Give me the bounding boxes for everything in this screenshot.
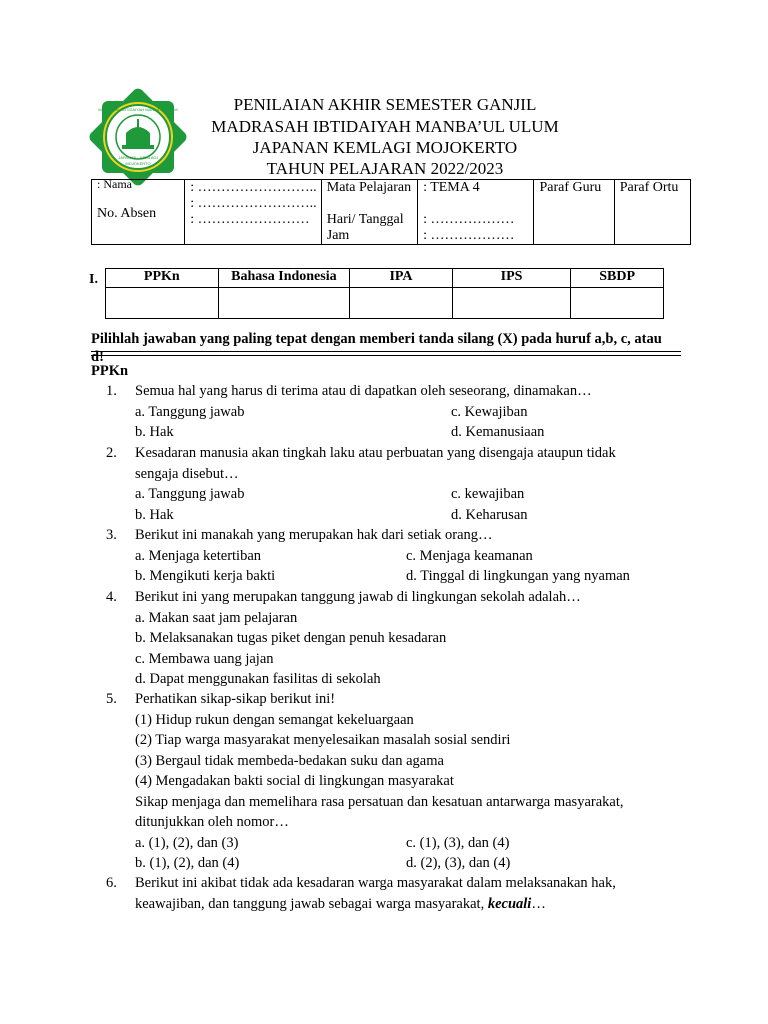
question-text: Perhatikan sikap-sikap berikut ini! [135, 691, 336, 707]
question-text: Berikut ini manakah yang merupakan hak dari setiak orang… [135, 527, 493, 543]
question-text: Kesadaran manusia akan tingkah laku atau perbuatan yang disengaja ataupun tidak [135, 445, 616, 461]
option-c[interactable]: c. (1), (3), dan (4) [406, 834, 510, 851]
mapel-value-cell [418, 180, 534, 245]
question-number: 4. [106, 589, 117, 605]
subject-header-bahasa-indonesia: Bahasa Indonesia [218, 269, 350, 288]
hari-value[interactable]: : ……………… [423, 212, 515, 227]
svg-text:MADRASAH IBTIDAIYAH MANBA'UL U: MADRASAH IBTIDAIYAH MANBA'UL ULUM [98, 107, 178, 112]
svg-text:MOJOKERTO: MOJOKERTO [125, 161, 151, 166]
option-c[interactable]: c. Membawa uang jajan [135, 650, 274, 667]
option-b[interactable]: b. Hak [135, 506, 174, 523]
question-number: 5. [106, 691, 117, 707]
name-absen-cell [92, 180, 185, 245]
option-b[interactable]: b. (1), (2), dan (4) [135, 855, 240, 871]
score-cell-ips[interactable] [452, 288, 570, 319]
subject-score-table [105, 268, 664, 319]
header-year: TAHUN PELAJARAN 2022/2023 [266, 159, 504, 178]
emphasis-kecuali: kecuali [487, 895, 532, 912]
paraf-guru-cell [534, 180, 614, 245]
statement-4: (4) Mengadakan bakti social di lingkungan masyarakat [135, 773, 454, 789]
section-numeral: I. [89, 272, 98, 287]
score-cell-ppkn[interactable] [106, 288, 219, 319]
option-d[interactable]: d. Tinggal di lingkungan yang nyaman [406, 568, 630, 584]
score-cell-bahasa-indonesia[interactable] [218, 288, 350, 319]
ellipsis: … [531, 895, 546, 912]
paraf-ortu-cell [614, 180, 690, 245]
option-c[interactable]: c. Menjaga keamanan [406, 547, 533, 564]
header-title: PENILAIAN AKHIR SEMESTER GANJIL [233, 95, 537, 114]
jam-value[interactable]: : ……………… [423, 228, 515, 243]
svg-text:JAPANAN - KEMLAGI: JAPANAN - KEMLAGI [118, 155, 158, 160]
score-cell-ipa[interactable] [350, 288, 453, 319]
mapel-label: Mata Pelajaran [326, 180, 412, 195]
name-value[interactable]: : …………………….. [190, 180, 317, 195]
option-b[interactable]: b. Mengikuti kerja bakti [135, 568, 276, 584]
hari-label: Hari/ Tanggal [326, 212, 404, 227]
score-cell-sbdp[interactable] [571, 288, 664, 319]
instruction-text: Pilihlah jawaban yang paling tepat dengan memberi tanda silang (X) pada huruf a,b, c, atau d! [91, 331, 662, 365]
header-school: MADRASAH IBTIDAIYAH MANBA’UL ULUM [211, 117, 559, 136]
header-address: JAPANAN KEMLAGI MOJOKERTO [252, 138, 518, 157]
name-value-cell [185, 180, 321, 245]
question-text-part: keawajiban, dan tanggung jawab sebagai warga masyarakat, [135, 895, 488, 912]
paraf-guru-label: Paraf Guru [539, 180, 602, 195]
statement-2: (2) Tiap warga masyarakat menyelesaikan masalah sosial sendiri [135, 732, 511, 748]
option-d[interactable]: d. Keharusan [451, 506, 528, 523]
subject-header-ppkn: PPKn [106, 269, 219, 288]
statement-3: (3) Bergaul tidak membeda-bedakan suku dan agama [135, 752, 444, 769]
question-text: Berikut ini akibat tidak ada kesadaran warga masyarakat dalam melaksanakan hak, [135, 875, 616, 891]
mapel-value: : TEMA 4 [423, 180, 480, 195]
absen-value[interactable]: : …………………… [190, 212, 310, 227]
option-d[interactable]: d. (2), (3), dan (4) [406, 855, 511, 871]
question-text-cont: ditunjukkan oleh nomor… [135, 814, 289, 830]
jam-label: Jam [326, 228, 350, 243]
section-title: PPKn [91, 363, 129, 379]
question-text-cont: sengaja disebut… [135, 465, 239, 482]
paraf-ortu-label: Paraf Ortu [619, 180, 679, 195]
question-1 [106, 381, 666, 443]
question-text: Berikut ini yang merupakan tanggung jawab di lingkungan sekolah adalah… [135, 589, 581, 605]
question-number: 3. [106, 527, 117, 543]
option-c[interactable]: c. Kewajiban [451, 403, 528, 420]
divider-line [91, 355, 681, 356]
question-text-cont [135, 894, 666, 915]
divider-line [91, 351, 681, 352]
mapel-label-cell [321, 180, 417, 245]
option-a[interactable]: a. Menjaga ketertiban [135, 547, 262, 564]
option-a[interactable]: a. (1), (2), dan (3) [135, 834, 239, 851]
subject-header-ipa: IPA [350, 269, 453, 288]
option-d[interactable]: d. Kemanusiaan [451, 424, 545, 440]
question-2 [106, 443, 666, 525]
name-label: : Nama [97, 180, 132, 188]
question-text-cont: Sikap menjaga dan memelihara rasa persatuan dan kesatuan antarwarga masyarakat, [135, 793, 624, 810]
option-b[interactable]: b. Hak [135, 424, 174, 440]
option-a[interactable]: a. Makan saat jam pelajaran [135, 609, 298, 626]
question-number: 6. [106, 875, 117, 891]
question-text: Semua hal yang harus di terima atau di dapatkan oleh seseorang, dinamakan… [135, 383, 592, 399]
question-5 [106, 689, 666, 874]
student-info-table [91, 179, 691, 245]
option-d[interactable]: d. Dapat menggunakan fasilitas di sekolah [135, 671, 381, 687]
option-a[interactable]: a. Tanggung jawab [135, 403, 245, 420]
question-6 [106, 873, 666, 914]
subject-header-sbdp: SBDP [571, 269, 664, 288]
option-a[interactable]: a. Tanggung jawab [135, 486, 245, 502]
subject-header-ips: IPS [452, 269, 570, 288]
question-4 [106, 587, 666, 690]
option-b[interactable]: b. Melaksanakan tugas piket dengan penuh kesadaran [135, 630, 447, 646]
absen-label: No. Absen [97, 206, 157, 221]
question-number: 1. [106, 383, 117, 399]
class-value[interactable]: : …………………….. [190, 196, 317, 211]
statement-1: (1) Hidup rukun dengan semangat kekeluargaan [135, 711, 414, 728]
option-c[interactable]: c. kewajiban [451, 486, 525, 502]
question-3 [106, 525, 666, 587]
question-number: 2. [106, 445, 117, 461]
